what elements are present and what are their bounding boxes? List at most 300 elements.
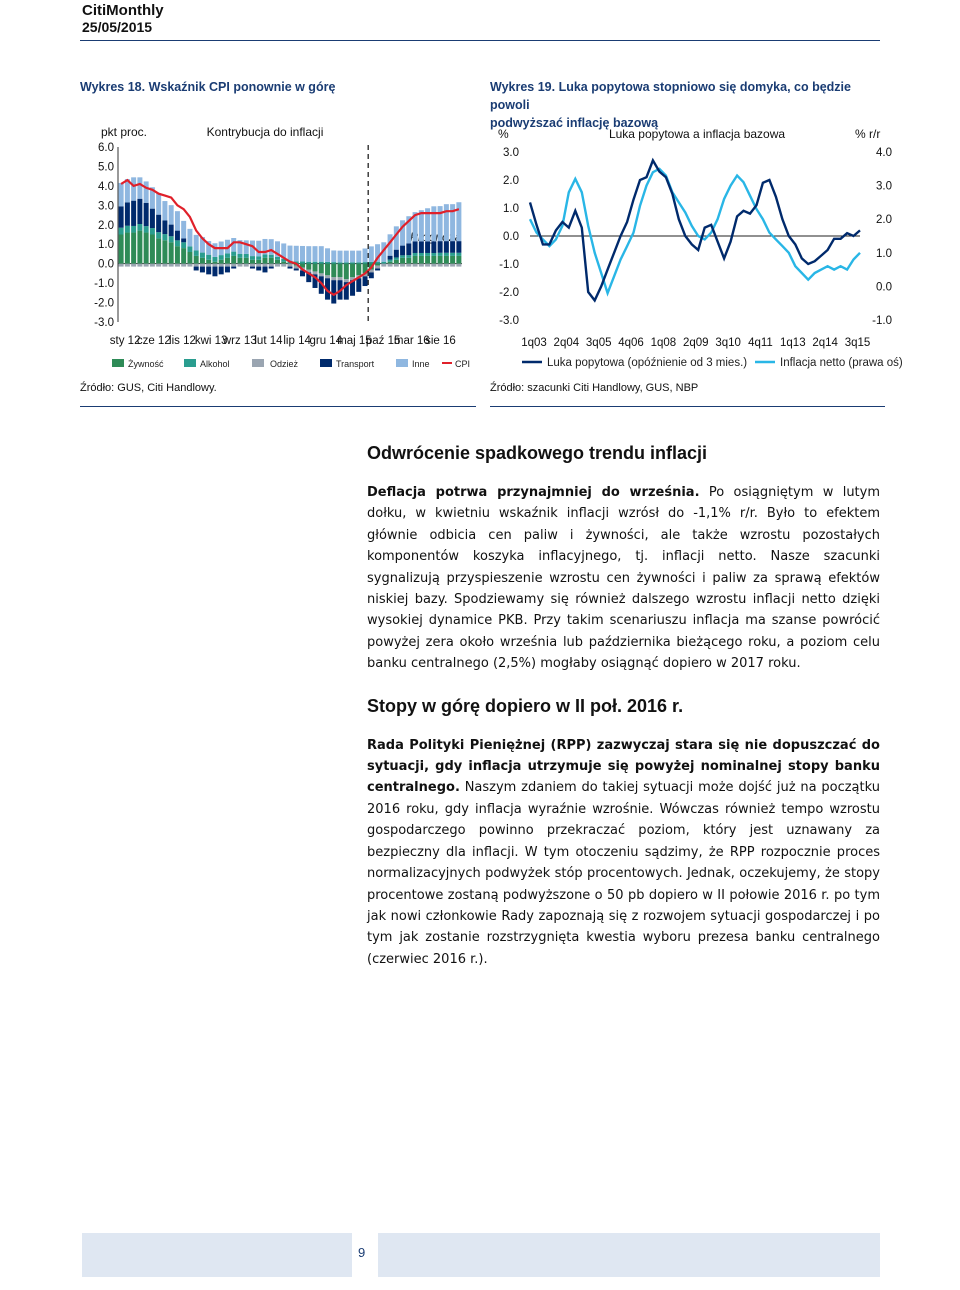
chart18-bar — [212, 257, 217, 262]
chart18-bar — [175, 246, 180, 264]
chart18-bar — [331, 264, 336, 278]
chart18-bar — [119, 228, 124, 235]
chart19-legend — [490, 353, 903, 371]
chart18-bar — [294, 269, 299, 271]
chart18-bar — [363, 276, 368, 286]
chart19-left-unit: % — [498, 127, 509, 141]
chart18-bar — [187, 229, 192, 247]
chart18-bar — [256, 260, 261, 264]
chart18-bar — [338, 264, 343, 278]
legend-label-core-inflation: Inflacja netto (prawa oś) — [780, 357, 903, 369]
chart18-bar — [313, 264, 318, 272]
chart18-bar — [156, 193, 161, 214]
chart18-bar — [381, 262, 386, 264]
chart18-bar — [187, 246, 192, 252]
page-header — [82, 2, 164, 36]
chart18-bar — [456, 256, 461, 264]
chart18-x-tick: gru 14 — [309, 335, 343, 347]
chart18-bar — [306, 246, 311, 262]
chart18-bar — [269, 255, 274, 258]
chart19-left-tick: 1.0 — [503, 203, 519, 215]
chart18-bar — [400, 264, 405, 267]
chart18-bar — [169, 242, 174, 263]
chart18-bar — [388, 264, 393, 267]
chart18-bar — [325, 248, 330, 262]
chart18-bar — [250, 256, 255, 260]
chart18-bar — [431, 206, 436, 241]
chart18-bar — [325, 275, 330, 278]
chart18-bar — [338, 251, 343, 263]
chart18-bar — [194, 264, 199, 267]
chart18-bar — [206, 267, 211, 275]
chart18-bar — [394, 264, 399, 267]
chart18-bar — [331, 277, 336, 280]
chart19-right-tick: -1.0 — [872, 315, 892, 327]
chart18-bar — [194, 256, 199, 264]
chart18-unit-label: pkt proc. — [101, 125, 148, 139]
chart18-bar — [319, 273, 324, 276]
chart18-bar — [150, 235, 155, 264]
chart18-bar — [169, 205, 174, 224]
chart18-bar — [131, 264, 136, 267]
chart18-bar — [219, 264, 224, 267]
chart18-bar — [181, 264, 186, 267]
chart18-bar — [169, 236, 174, 242]
chart18-bar — [219, 255, 224, 260]
chart18-bar — [237, 254, 242, 258]
chart18-x-tick: lut 14 — [254, 335, 283, 347]
chart18-bar — [231, 252, 236, 256]
chart18-legend — [80, 356, 476, 372]
chart18-bar — [356, 264, 361, 276]
chart19-title: Luka popytowa a inflacja bazowa — [608, 127, 786, 141]
chart18-y-tick: 6.0 — [98, 142, 114, 154]
chart18-bar — [406, 258, 411, 264]
chart18-bar — [344, 264, 349, 280]
chart18-bar — [244, 264, 249, 267]
chart18-bar — [144, 264, 149, 267]
legend-item-output-gap — [522, 357, 747, 369]
chart18-bar — [450, 253, 455, 256]
chart18-bar — [225, 258, 230, 264]
chart18-bar — [212, 243, 217, 257]
chart18-bar — [137, 264, 142, 267]
chart18-bar — [400, 255, 405, 258]
chart18-bar — [194, 250, 199, 255]
chart18-bar — [406, 255, 411, 258]
chart18-bar — [156, 232, 161, 238]
chart18-y-tick: 5.0 — [98, 161, 114, 174]
chart18-bar — [413, 256, 418, 264]
chart18-y-tick: 3.0 — [98, 200, 114, 213]
chart18-bar — [231, 256, 236, 264]
chart18-bar — [438, 206, 443, 241]
section-heading-inflation: Odwrócenie spadkowego trendu inflacji — [367, 443, 708, 463]
chart18-bar — [175, 264, 180, 267]
chart18-bar — [219, 267, 224, 275]
chart18-bar — [125, 264, 130, 267]
chart18-y-tick: 1.0 — [98, 239, 114, 252]
chart18-y-tick: 0.0 — [98, 258, 114, 271]
chart18-bar — [350, 264, 355, 278]
chart18-bar — [281, 262, 286, 264]
chart18-bar — [250, 264, 255, 267]
chart18-bar — [144, 203, 149, 226]
chart18-bar — [425, 253, 430, 256]
chart18-bar — [438, 264, 443, 267]
chart18-bar — [144, 181, 149, 202]
chart19-x-tick: 3q15 — [844, 337, 871, 349]
chart18-bar — [250, 260, 255, 264]
legend-item-core-inflation — [755, 357, 903, 369]
chart18-bar — [137, 199, 142, 224]
chart19-right-unit: % r/r — [855, 127, 881, 141]
legend-item-odziez — [252, 359, 299, 369]
chart18-bar — [275, 260, 280, 264]
figure-19-title-line1: Wykres 19. Luka popytowa stopniowo się domyka, co będzie powoli — [490, 80, 851, 112]
chart18-bar — [256, 241, 261, 257]
chart19-x-tick: 1q03 — [521, 337, 547, 349]
chart18-bar — [131, 177, 136, 200]
chart18-bar — [444, 204, 449, 241]
chart18-title: Kontrybucja do inflacji — [206, 125, 324, 139]
chart18-bar — [400, 246, 405, 256]
chart18-bar — [388, 260, 393, 262]
chart18-bar — [431, 253, 436, 256]
page-number: 9 — [358, 1245, 366, 1260]
chart18-bar — [162, 234, 167, 240]
chart19-x-tick: 3q10 — [715, 337, 741, 349]
chart18-bar — [175, 240, 180, 246]
chart18-bar — [231, 264, 236, 267]
chart18-bar — [425, 241, 430, 253]
chart18-bar — [131, 226, 136, 233]
chart18-bar — [181, 221, 186, 239]
figure-19-title-line2: podwyższać inflację bazową — [490, 116, 659, 130]
chart18-bar — [338, 277, 343, 280]
chart18-bar — [356, 262, 361, 263]
chart18-bar — [119, 235, 124, 264]
chart18-bar — [419, 210, 424, 241]
chart18-bar — [450, 241, 455, 253]
chart18-bar — [419, 264, 424, 267]
article-column — [367, 440, 880, 970]
chart18-bar — [225, 264, 230, 267]
chart18-x-tick: sty 12 — [109, 335, 141, 347]
chart19-left-tick: -1.0 — [499, 259, 519, 271]
chart18-bar — [169, 225, 174, 237]
chart18-x-tick: maj 15 — [337, 335, 372, 347]
chart18-y-tick: -2.0 — [94, 297, 114, 310]
chart18-bar — [344, 279, 349, 282]
chart18-bar — [156, 238, 161, 263]
chart18-bar — [319, 262, 324, 264]
chart18-bar — [400, 258, 405, 264]
chart18-bar — [256, 264, 261, 267]
chart18-bar — [350, 251, 355, 263]
chart18-bar — [313, 246, 318, 262]
chart19-x-tick: 2q14 — [812, 337, 838, 349]
chart19-left-tick: -2.0 — [499, 287, 519, 299]
chart18-bar — [194, 235, 199, 251]
figure-19 — [490, 62, 903, 407]
chart18-bar — [425, 264, 430, 267]
chart18-x-tick: mar 16 — [393, 335, 430, 347]
paragraph-inflation-body: Po osiągniętym w lutym dołku, w kwietniu wskaźnik inflacji wzrósł do -1,1% r/r. Było to efektem głównie odbicia cen paliw i żywności, ale także wzrostu pozostałych komponentów koszyka inflacyjnego, tj. inflacji netto. Nasze szacunki sygnalizują przyspieszenie wzrostu cen żywności i paliw za sprawą efektów niskiej bazy. Spodziewamy się również dalszego wzrostu inflacji netto dzięki wysokiej dynamice PKB. Przy takim scenariuszu inflacja ma szanse powrócić powyżej zera około września lub października bieżącego roku, a poziom celu banku centralnego (2,5%) mogłaby osiągnąć dopiero w 2017 roku. — [367, 485, 881, 672]
legend-item-inne — [396, 359, 430, 369]
brand-name: CitiMonthly — [82, 2, 164, 19]
chart18-bar — [275, 264, 280, 267]
chart18-bar — [187, 264, 192, 267]
chart18-bar — [381, 264, 386, 267]
chart18-bar — [319, 246, 324, 262]
chart18-bar — [244, 240, 249, 254]
chart18-bar — [369, 272, 374, 278]
chart18-bar — [212, 264, 217, 267]
chart18-bar — [456, 253, 461, 256]
chart18-bar — [269, 258, 274, 264]
chart18-bar — [456, 241, 461, 253]
chart18-bar — [444, 264, 449, 267]
chart18-bar — [256, 267, 261, 271]
chart19-left-tick: -3.0 — [499, 315, 519, 327]
chart18-bar — [363, 249, 368, 263]
chart18-bar — [137, 231, 142, 264]
chart18-bar — [344, 251, 349, 263]
chart19-left-tick: 2.0 — [503, 175, 519, 187]
chart18-bar — [444, 256, 449, 264]
chart18-bar — [388, 256, 393, 260]
chart18-bar — [325, 264, 330, 276]
chart19-right-tick: 2.0 — [876, 214, 892, 227]
chart18-y-tick: 4.0 — [98, 180, 114, 193]
chart18-bar — [119, 206, 124, 227]
legend-item-transport — [320, 359, 375, 369]
chart18-bar — [256, 256, 261, 260]
legend-item-cpi — [442, 359, 470, 369]
chart18-bar — [388, 262, 393, 264]
chart18-bar — [150, 264, 155, 267]
section-heading-rates: Stopy w górę dopiero w II poł. 2016 r. — [367, 695, 684, 716]
chart18-bar — [250, 267, 255, 269]
chart19-right-tick: 1.0 — [876, 247, 892, 260]
chart18-bar — [144, 226, 149, 232]
chart18-bar — [444, 241, 449, 253]
chart18-bar — [237, 264, 242, 267]
chart18-bar — [450, 264, 455, 267]
chart18-bar — [406, 264, 411, 267]
chart18-bar — [431, 241, 436, 253]
chart18-bar — [331, 250, 336, 262]
chart18-bar — [262, 264, 267, 267]
chart18-bar — [438, 256, 443, 264]
chart19-right-tick: 3.0 — [876, 180, 892, 193]
chart18-bar — [262, 258, 267, 264]
chart18-bar — [356, 251, 361, 263]
chart18-bar — [394, 260, 399, 264]
chart18-bar — [294, 246, 299, 262]
chart18-bar — [419, 241, 424, 253]
paragraph-inflation — [367, 482, 880, 675]
chart18-bar — [125, 226, 130, 233]
chart18-bar — [181, 248, 186, 264]
paragraph-rates — [367, 735, 880, 970]
legend-label-odziez: Odzież — [270, 359, 299, 369]
chart18-x-tick: lip 14 — [283, 335, 311, 347]
chart18-bar — [162, 264, 167, 267]
chart18-bar — [331, 280, 336, 303]
paragraph-rates-body: Naszym zdaniem do takiej sytuacji może dojść już na początku 2016 roku, gdy inflacja wyraźnie wzrośnie. Wówczas również tempo wzrostu gospodarczego powinno przekraczać poziom, który jest uznawany za bezpieczny dla inflacji. W tym otoczeniu sądzimy, że RPP rozpocznie proces normalizacyjnych podwyżek stóp procentowych. Jednak, oczekujemy, że stopy procentowe zostaną podwyższone o 50 pb dopiero w II połowie 2016 r. po tym jak nowi członkowie Rady zapoznają się z rozwojem sytuacji gospodarczej i po tym jak zostanie rozstrzygnięta kwestia wyboru prezesa banku centralnego (czerwiec 2016 r.). — [367, 780, 880, 967]
legend-item-zywnosc — [112, 359, 164, 369]
chart18-bar — [319, 264, 324, 274]
chart19-left-tick: 0.0 — [503, 231, 519, 243]
chart18-bar — [150, 209, 155, 228]
paragraph-inflation-lead: Deflacja potrwa przynajmniej do września. — [367, 485, 700, 500]
chart18-bar — [219, 260, 224, 264]
legend-label-zywnosc: Żywność — [128, 359, 164, 369]
chart18-bar — [200, 253, 205, 258]
chart18-bar — [287, 264, 292, 267]
chart18-bar — [244, 258, 249, 264]
cpi-contribution-chart — [80, 122, 476, 372]
chart18-bar — [406, 243, 411, 255]
chart18-bar — [394, 257, 399, 259]
paragraph-rates-lead: Rada Polityki Pieniężnej (RPP) zazwyczaj stara się nie dopuszczać do sytuacji, gdy inflacja utrzymuje się powyżej nominalnej stopy banku centralnego. — [367, 737, 880, 796]
chart18-bar — [194, 267, 199, 271]
chart18-bar — [225, 267, 230, 273]
chart18-bar — [137, 224, 142, 231]
chart19-left-tick: 3.0 — [503, 147, 519, 159]
chart18-bar — [150, 228, 155, 234]
chart18-bar — [262, 255, 267, 258]
chart19-x-tick: 2q09 — [682, 337, 709, 349]
chart18-bar — [300, 246, 305, 262]
chart18-bar — [306, 262, 311, 264]
figure-18-source: Źródło: GUS, Citi Handlowy. — [80, 382, 217, 394]
chart18-x-tick: lis 12 — [169, 335, 196, 347]
chart18-x-tick: wrz 13 — [222, 335, 257, 347]
chart18-bar — [325, 262, 330, 264]
chart18-bar — [287, 267, 292, 269]
chart18-bar — [144, 233, 149, 264]
legend-label-inne: Inne — [412, 359, 430, 369]
chart19-x-tick: 2q04 — [553, 337, 580, 349]
chart18-bar — [162, 221, 167, 235]
chart18-bar — [200, 267, 205, 273]
chart18-bar — [438, 241, 443, 253]
chart18-bar — [237, 258, 242, 264]
chart18-x-tick: kwi 13 — [194, 335, 228, 347]
chart18-bar — [375, 269, 380, 271]
chart18-bar — [331, 262, 336, 264]
header-divider — [80, 40, 880, 41]
chart18-bar — [344, 262, 349, 263]
chart18-bar — [438, 253, 443, 256]
chart18-bar — [356, 278, 361, 292]
chart18-y-tick: -3.0 — [94, 317, 114, 329]
chart18-bar — [137, 177, 142, 198]
figure-19-source: Źródło: szacunki Citi Handlowy, GUS, NBP — [490, 382, 699, 394]
chart18-x-tick: cze 12 — [136, 335, 171, 347]
chart18-bar — [244, 254, 249, 258]
chart18-bar — [450, 256, 455, 264]
chart19-x-tick: 1q08 — [650, 337, 677, 349]
legend-label-alkohol: Alkohol — [200, 359, 230, 369]
chart18-bar — [206, 260, 211, 264]
chart18-bar — [394, 250, 399, 258]
chart18-bar — [187, 252, 192, 264]
chart18-bar — [419, 256, 424, 264]
chart18-bar — [125, 233, 130, 264]
chart18-y-tick: 2.0 — [98, 219, 114, 232]
chart18-bar — [162, 240, 167, 263]
chart18-bar — [131, 201, 136, 226]
chart18-bar — [287, 246, 292, 262]
chart18-bar — [212, 267, 217, 277]
legend-label-transport: Transport — [336, 359, 375, 369]
chart18-bar — [206, 255, 211, 260]
chart18-bar — [262, 267, 267, 273]
chart18-bar — [156, 215, 161, 233]
output-gap-chart — [490, 124, 892, 354]
chart18-bar — [444, 253, 449, 256]
chart18-bar — [350, 262, 355, 263]
chart19-x-tick: 4q06 — [618, 337, 644, 349]
chart19-right-tick: 4.0 — [876, 147, 892, 159]
chart18-bar — [119, 183, 124, 206]
chart18-bar — [375, 264, 380, 266]
chart18-bar — [413, 264, 418, 267]
chart18-bar — [269, 267, 274, 269]
chart18-bar — [431, 264, 436, 267]
chart18-bar — [413, 253, 418, 256]
chart19-x-tick: 1q13 — [780, 337, 806, 349]
chart19-right-tick: 0.0 — [876, 281, 892, 294]
chart18-bar — [419, 253, 424, 256]
chart18-bar — [275, 257, 280, 260]
chart18-bar — [281, 264, 286, 267]
chart18-bar — [162, 201, 167, 220]
legend-item-alkohol — [184, 359, 230, 369]
chart18-x-tick: paź 15 — [365, 335, 401, 347]
chart18-bar — [212, 262, 217, 264]
chart18-bar — [200, 264, 205, 267]
chart18-bar — [200, 258, 205, 264]
chart18-bar — [269, 264, 274, 267]
chart18-bar — [413, 241, 418, 253]
chart18-x-tick: sie 16 — [425, 335, 456, 347]
chart18-bar — [425, 256, 430, 264]
chart18-bar — [181, 242, 186, 248]
chart18-bar — [225, 253, 230, 257]
chart18-bar — [156, 264, 161, 267]
chart19-x-tick: 3q05 — [585, 337, 612, 349]
chart18-bar — [369, 246, 374, 262]
chart18-bar — [231, 267, 236, 269]
chart18-bar — [131, 233, 136, 264]
chart18-bar — [338, 262, 343, 263]
chart18-bar — [119, 264, 124, 267]
chart18-bar — [306, 264, 311, 270]
chart18-bar — [431, 256, 436, 264]
chart18-bar — [375, 266, 380, 269]
chart18-bar — [456, 202, 461, 241]
core-inflation-line — [530, 169, 860, 293]
chart18-bar — [313, 271, 318, 274]
figure-18 — [80, 62, 476, 407]
page-footer — [82, 1233, 880, 1277]
chart18-y-tick: -1.0 — [94, 278, 114, 291]
